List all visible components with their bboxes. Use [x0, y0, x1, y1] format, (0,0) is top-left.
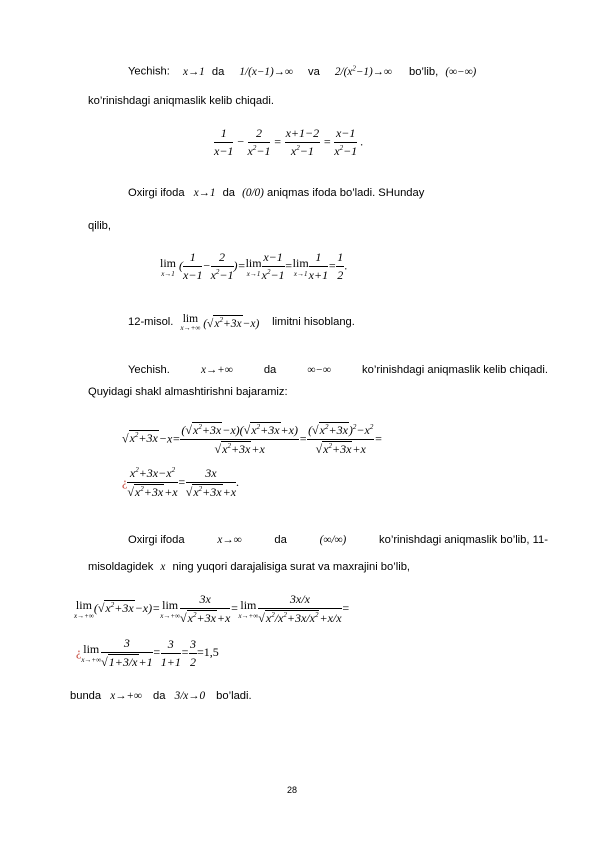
variable-x: x [160, 561, 166, 573]
formula-x-to-1: x→1 [183, 65, 205, 78]
final-line [70, 690, 252, 702]
formula-3-over-x-to-0: 3/x→0 [174, 690, 206, 702]
va-word: va [307, 65, 320, 78]
para2-line2: qilib, [88, 220, 112, 232]
equation-4-line2: ¿ lim x→+∞ $\frac{3}{√1+3/x+1}$ = $\frac{3}{1+1}$ = $\frac{3}{2}$ =1,5 [76, 636, 219, 669]
inf-minus-inf: ∞−∞ [307, 364, 331, 376]
da-word-5: da [153, 690, 166, 702]
yechish-label: Yechish: [128, 65, 170, 78]
para4-line2 [88, 561, 410, 573]
equation-2: lim x→1 ( $\frac{1}{x-1}$ − $\frac{2}{x^2-1}$ )= lim x→1 $\frac{x-1}{x^2-1}$ = lim x→1 $\frac{1}{x+1}$ = $\frac{1}{2}$ . [160, 250, 348, 282]
equation-4-line1: lim x→+∞ $(√x^2+3x-x)=$ lim x→+∞ $\frac{3x}{√x^2+3x+x}$ = lim x→+∞ $\frac{3x/x}{√x^2/x^2+3x/x^2+x/x}$ = [74, 592, 350, 625]
bolib-word: bo’lib, [408, 65, 439, 78]
example-label: 12-misol. [128, 316, 174, 329]
example-task: limitni hisoblang. [272, 316, 355, 329]
da-word: da [211, 65, 225, 78]
equation-1: $\frac{1}{x-1}$ − $\frac{2}{x^2-1}$ = $\frac{x+1-2}{x^2-1}$ = $\frac{x-1}{x^2-1}$ . [214, 126, 364, 158]
para3-text-b: ko’rinishdagi aniqmaslik kelib chiqadi. [362, 364, 548, 376]
yechish-label-2: Yechish. [128, 364, 170, 376]
para1-line1 [128, 64, 476, 78]
page-number: 28 [287, 785, 298, 795]
da-word-3: da [263, 364, 277, 376]
da-word-2: da [222, 187, 236, 199]
indeterminate-type: (∞−∞) [445, 65, 477, 78]
para2-text-b: aniqmas ifoda bo’ladi. SHunday [266, 187, 425, 199]
para2-line1 [128, 187, 424, 199]
formula-x-to-1-b: x→1 [193, 187, 216, 199]
bunda-word: bunda [70, 690, 102, 702]
equation-3-line2: ¿ $\frac{x^2+3x-x^2}{√x^2+3x+x}$ = $\frac{3x}{√x^2+3x+x}$ . [122, 466, 240, 499]
para4-text-a: Oxirgi ifoda [128, 534, 185, 546]
da-word-4: da [274, 534, 287, 546]
para3-line1 [128, 364, 548, 376]
para1-line2: ko’rinishdagi aniqmaslik kelib chiqadi. [88, 95, 274, 107]
formula-2-over-x2-minus-1: $2/(x^2-1)\to\infty$ [334, 64, 392, 78]
para4-text-d: ning yuqori darajalisiga surat va maxrajini bo’lib, [172, 561, 411, 573]
para4-text-b: ko’rinishdagi aniqmaslik bo’lib, 11- [379, 534, 548, 546]
formula-x-to-inf: x→∞ [217, 534, 242, 546]
para3-line2: Quyidagi shakl almashtirishni bajaramiz: [88, 386, 288, 398]
final-text: bo’ladi. [216, 690, 252, 702]
para4-line1 [128, 534, 548, 546]
para4-text-c: misoldagidek [88, 561, 154, 573]
example-12 [128, 313, 355, 332]
formula-x-to-plus-inf: x→+∞ [201, 364, 233, 376]
formula-x-to-plus-inf-2: x→+∞ [110, 690, 142, 702]
formula-1-over-x-minus-1: 1/(x−1)→∞ [239, 65, 293, 78]
example-expression: lim x→+∞ $(√x^2+3x-x)$ [180, 313, 260, 332]
equation-3-line1: $√x^2+3x-x=$ $\frac{(√x^2+3x-x)(√x^2+3x+x)}{√x^2+3x+x}$ = $\frac{(√x^2+3x)^2-x^2}{√x^2+3x+x}$ = [122, 423, 383, 456]
para2-text-a: Oxirgi ifoda [128, 187, 185, 199]
zero-over-zero: (0/0) [242, 187, 264, 199]
inf-over-inf: (∞/∞) [319, 534, 347, 546]
